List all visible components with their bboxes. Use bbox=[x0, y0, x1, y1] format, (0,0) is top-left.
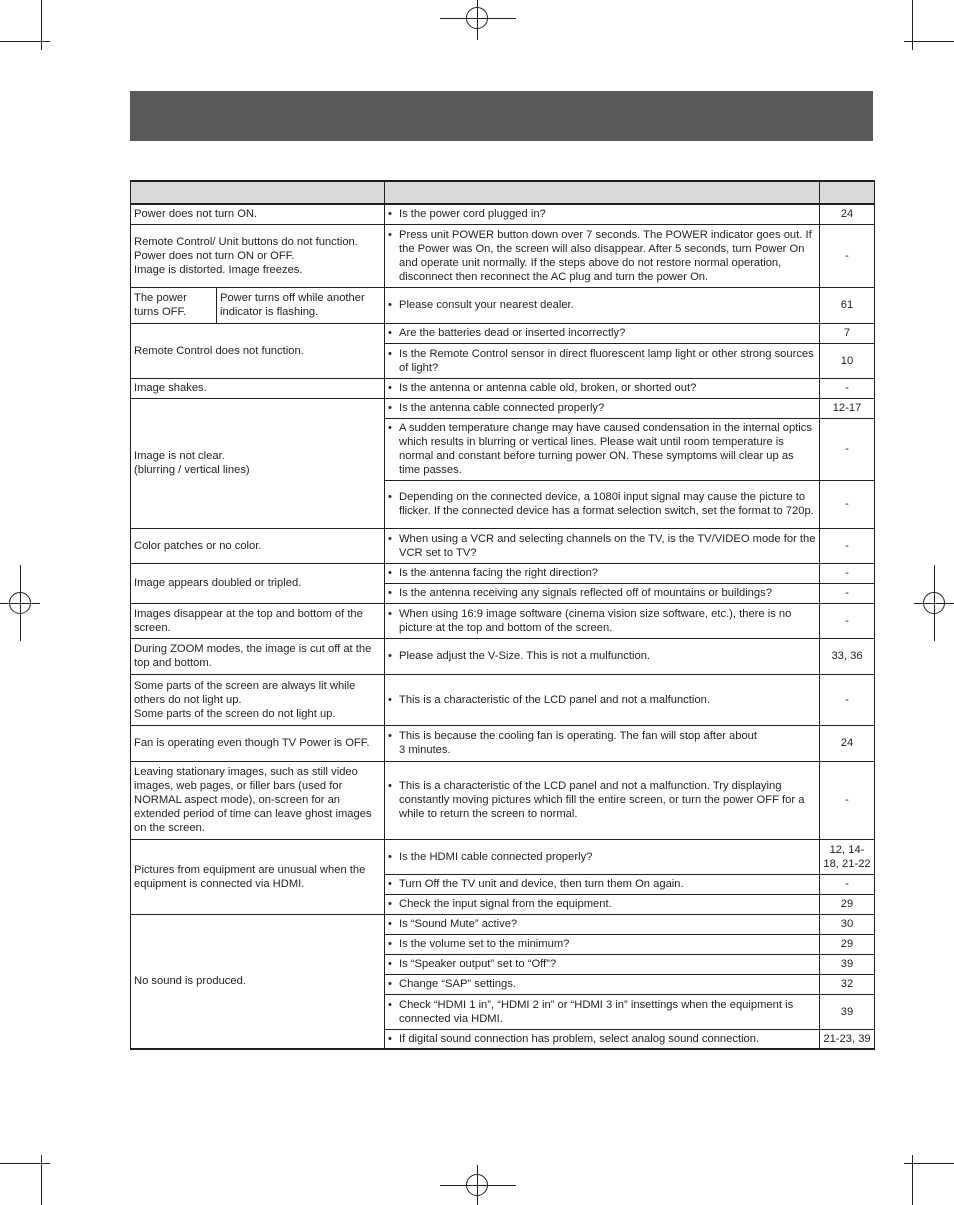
check-cell: • Change “SAP” settings. bbox=[385, 974, 820, 994]
check-cell: • Press unit POWER button down over 7 seconds. The POWER indicator goes out. If the Power was On, the screen will also disappear. After 5 seconds, turn Power On and operate unit normally. If the steps above do not restore normal operation, disconnect then reconnect the AC plug and turn the power On. bbox=[385, 224, 820, 287]
page-ref: 33, 36 bbox=[820, 638, 875, 674]
table-row bbox=[131, 204, 875, 224]
table-row bbox=[131, 398, 875, 418]
page-ref: - bbox=[820, 528, 875, 563]
check-cell: • Is the HDMI cable connected properly? bbox=[385, 839, 820, 874]
page-ref: 12-17 bbox=[820, 398, 875, 418]
page-ref: 24 bbox=[820, 725, 875, 761]
table-row bbox=[131, 761, 875, 839]
page-ref: 61 bbox=[820, 287, 875, 323]
page-ref: 32 bbox=[820, 974, 875, 994]
table-row bbox=[131, 914, 875, 934]
table-row bbox=[131, 603, 875, 638]
check-cell: • Is “Speaker output” set to “Off”? bbox=[385, 954, 820, 974]
check-cell: • When using 16:9 image software (cinema vision size software, etc.), there is no picture at the top and bottom of the screen. bbox=[385, 603, 820, 638]
page-ref: 12, 14- 18, 21-22 bbox=[820, 839, 875, 874]
symptom-cell: Leaving stationary images, such as still video images, web pages, or filler bars (used for NORMAL aspect mode), on-screen for an extended period of time can leave ghost images on the screen. bbox=[131, 761, 385, 839]
check-cell: • Check “HDMI 1 in”, “HDMI 2 in” or “HDMI 3 in” insettings when the equipment is connected via HDMI. bbox=[385, 994, 820, 1029]
check-cell: • Check the input signal from the equipment. bbox=[385, 894, 820, 914]
page-ref: 29 bbox=[820, 934, 875, 954]
table-row bbox=[131, 323, 875, 343]
symptom-cell: Power does not turn ON. bbox=[131, 204, 385, 224]
check-cell: • Is the Remote Control sensor in direct fluorescent lamp light or other strong sources of light? bbox=[385, 343, 820, 378]
page-ref: 30 bbox=[820, 914, 875, 934]
symptom-cell: The power turns OFF. bbox=[131, 287, 217, 323]
table-row bbox=[131, 563, 875, 583]
page-ref: - bbox=[820, 480, 875, 528]
page-ref: - bbox=[820, 563, 875, 583]
page-ref: - bbox=[820, 603, 875, 638]
page-ref: 21-23, 39 bbox=[820, 1029, 875, 1049]
check-cell: • A sudden temperature change may have caused condensation in the internal optics which results in blurring or vertical lines. Please wait until room temperature is normal and constant before turning power ON. These symptoms will clear up as time passes. bbox=[385, 418, 820, 480]
check-cell: • Depending on the connected device, a 1080i input signal may cause the picture to flicker. If the connected device has a format selection switch, set the format to 720p. bbox=[385, 480, 820, 528]
page-ref: 7 bbox=[820, 323, 875, 343]
check-cell: • Turn Off the TV unit and device, then turn them On again. bbox=[385, 874, 820, 894]
page-ref: - bbox=[820, 378, 875, 398]
table-row bbox=[131, 378, 875, 398]
header-symptom-cell bbox=[131, 181, 385, 204]
table-row bbox=[131, 638, 875, 674]
check-cell: • Is the antenna receiving any signals reflected off of mountains or buildings? bbox=[385, 583, 820, 603]
page-ref: 10 bbox=[820, 343, 875, 378]
check-cell: • Is the antenna cable connected properly? bbox=[385, 398, 820, 418]
page-ref: 29 bbox=[820, 894, 875, 914]
symptom-cell: Images disappear at the top and bottom of the screen. bbox=[131, 603, 385, 638]
check-cell: • Is the antenna facing the right direction? bbox=[385, 563, 820, 583]
page-ref: - bbox=[820, 224, 875, 287]
page-ref: - bbox=[820, 674, 875, 725]
check-cell: • This is a characteristic of the LCD panel and not a malfunction. bbox=[385, 674, 820, 725]
symptom-cell: Image shakes. bbox=[131, 378, 385, 398]
check-cell: • Please consult your nearest dealer. bbox=[385, 287, 820, 323]
symptom-detail-cell: Power turns off while another indicator is flashing. bbox=[217, 287, 385, 323]
check-cell: • If digital sound connection has problem, select analog sound connection. bbox=[385, 1029, 820, 1049]
check-cell: • Is “Sound Mute” active? bbox=[385, 914, 820, 934]
symptom-cell: Remote Control does not function. bbox=[131, 323, 385, 378]
table-row bbox=[131, 224, 875, 287]
check-cell: • Is the antenna or antenna cable old, broken, or shorted out? bbox=[385, 378, 820, 398]
header-page-cell bbox=[820, 181, 875, 204]
table-row bbox=[131, 528, 875, 563]
symptom-cell: Image appears doubled or tripled. bbox=[131, 563, 385, 603]
check-cell: • This is because the cooling fan is operating. The fan will stop after about 3 minutes. bbox=[385, 725, 820, 761]
symptom-cell: Pictures from equipment are unusual when the equipment is connected via HDMI. bbox=[131, 839, 385, 914]
symptom-cell: Fan is operating even though TV Power is OFF. bbox=[131, 725, 385, 761]
header-checks-cell bbox=[385, 181, 820, 204]
table-row bbox=[131, 839, 875, 874]
symptom-cell: During ZOOM modes, the image is cut off at the top and bottom. bbox=[131, 638, 385, 674]
symptom-cell: Image is not clear. (blurring / vertical lines) bbox=[131, 398, 385, 528]
symptom-cell: Remote Control/ Unit buttons do not function. Power does not turn ON or OFF. Image is distorted. Image freezes. bbox=[131, 224, 385, 287]
table-row bbox=[131, 725, 875, 761]
table-header-row bbox=[131, 181, 875, 204]
check-cell: • Are the batteries dead or inserted incorrectly? bbox=[385, 323, 820, 343]
page-ref: 39 bbox=[820, 994, 875, 1029]
symptom-cell: Some parts of the screen are always lit while others do not light up. Some parts of the screen do not light up. bbox=[131, 674, 385, 725]
check-cell: • Is the power cord plugged in? bbox=[385, 204, 820, 224]
page-ref: - bbox=[820, 761, 875, 839]
troubleshooting-table bbox=[130, 180, 875, 1050]
table-row bbox=[131, 674, 875, 725]
check-cell: • Please adjust the V-Size. This is not a mulfunction. bbox=[385, 638, 820, 674]
page-ref: 24 bbox=[820, 204, 875, 224]
page-ref: 39 bbox=[820, 954, 875, 974]
page-ref: - bbox=[820, 874, 875, 894]
check-cell: • Is the volume set to the minimum? bbox=[385, 934, 820, 954]
check-cell: • When using a VCR and selecting channels on the TV, is the TV/VIDEO mode for the VCR set to TV? bbox=[385, 528, 820, 563]
section-header-bar bbox=[130, 91, 873, 141]
table-row bbox=[131, 287, 875, 323]
page-ref: - bbox=[820, 583, 875, 603]
page-ref: - bbox=[820, 418, 875, 480]
check-cell: • This is a characteristic of the LCD panel and not a malfunction. Try displaying constantly moving pictures which fill the entire screen, or turn the power OFF for a while to return the screen to normal. bbox=[385, 761, 820, 839]
symptom-cell: Color patches or no color. bbox=[131, 528, 385, 563]
symptom-cell: No sound is produced. bbox=[131, 914, 385, 1049]
